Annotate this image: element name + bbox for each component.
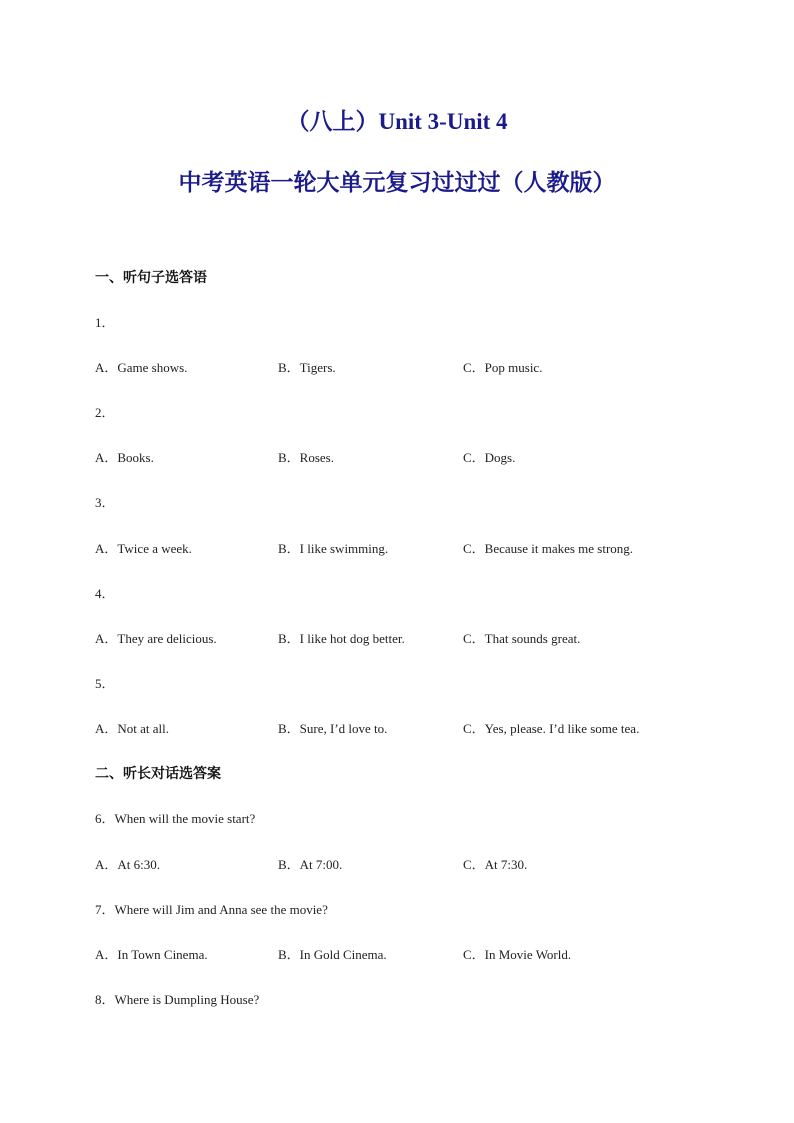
option-b: B．Tigers. [278, 360, 336, 375]
question-3-stem: 3． [95, 495, 115, 510]
option-a: A．They are delicious. [95, 631, 217, 646]
option-c: C．Dogs. [463, 450, 516, 465]
section-heading-1: 一、听句子选答语 [95, 270, 207, 286]
document-subtitle: 中考英语一轮大单元复习过过过（人教版） [178, 170, 616, 195]
question-5-stem: 5． [95, 676, 115, 691]
option-a: A．At 6:30. [95, 857, 161, 872]
question-6-options [95, 856, 715, 874]
option-a: A．Not at all. [95, 721, 170, 736]
option-a: A．Twice a week. [95, 541, 192, 556]
question-2-options [95, 449, 715, 467]
question-2-stem: 2． [95, 405, 115, 420]
question-7-options [95, 946, 715, 964]
option-a: A．Books. [95, 450, 154, 465]
option-b: B．In Gold Cinema. [278, 947, 387, 962]
question-8-stem: 8．Where is Dumpling House? [95, 992, 260, 1007]
option-b: B．Sure, I’d love to. [278, 721, 388, 736]
option-b: B．At 7:00. [278, 857, 343, 872]
option-c: C．Yes, please. I’d like some tea. [463, 721, 640, 736]
question-7-stem: 7．Where will Jim and Anna see the movie? [95, 902, 328, 917]
option-a: A．Game shows. [95, 360, 188, 375]
question-4-stem: 4． [95, 586, 115, 601]
question-5-options [95, 720, 715, 738]
section-heading-2: 二、听长对话选答案 [95, 766, 221, 782]
option-b: B．I like swimming. [278, 541, 389, 556]
question-3-options [95, 540, 715, 558]
option-c: C．That sounds great. [463, 631, 581, 646]
option-a: A．In Town Cinema. [95, 947, 208, 962]
option-c: C．Because it makes me strong. [463, 541, 634, 556]
option-b: B．Roses. [278, 450, 334, 465]
document-title: （八上）Unit 3-Unit 4 [286, 109, 508, 134]
option-c: C．At 7:30. [463, 857, 528, 872]
option-c: C．In Movie World. [463, 947, 572, 962]
question-6-stem: 6．When will the movie start? [95, 811, 256, 826]
question-1-stem: 1． [95, 315, 115, 330]
question-1-options [95, 359, 715, 377]
question-4-options [95, 630, 715, 648]
option-c: C．Pop music. [463, 360, 543, 375]
option-b: B．I like hot dog better. [278, 631, 405, 646]
